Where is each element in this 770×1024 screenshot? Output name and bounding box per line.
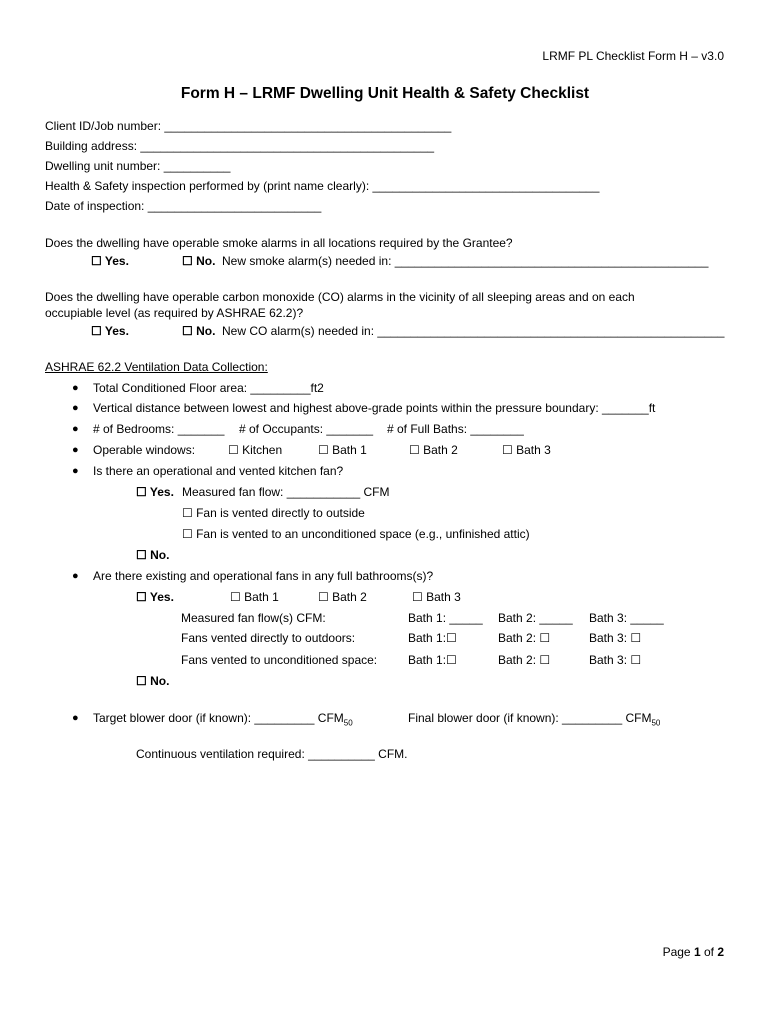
page-total: 2 bbox=[717, 945, 724, 959]
bullet: ● bbox=[72, 423, 79, 435]
window-kitchen-checkbox[interactable]: ☐ Kitchen bbox=[228, 443, 283, 457]
bath1-checkbox[interactable]: ☐ Bath 1 bbox=[230, 590, 279, 604]
kitchen-fan-flow-field[interactable]: Measured fan flow: ___________ CFM bbox=[182, 485, 390, 499]
window-bath2-checkbox[interactable]: ☐ Bath 2 bbox=[409, 443, 458, 457]
vented-outdoors-label: Fans vented directly to outdoors: bbox=[181, 631, 356, 645]
operable-windows-label: Operable windows: bbox=[93, 443, 196, 457]
page-prefix: Page bbox=[662, 945, 694, 959]
target-blower-text: Target blower door (if known): _________ CFM bbox=[93, 711, 344, 725]
page-title: Form H – LRMF Dwelling Unit Health & Safety Checklist bbox=[180, 85, 590, 102]
smoke-no-checkbox[interactable]: ☐ No. bbox=[182, 254, 216, 268]
vertical-distance-field[interactable]: Vertical distance between lowest and highest above-grade points within the pressure boundary: _______ft bbox=[93, 401, 656, 415]
page-of: of bbox=[700, 945, 718, 959]
continuous-ventilation-field[interactable]: Continuous ventilation required: __________ CFM. bbox=[136, 747, 408, 761]
outdoors-bath3-checkbox[interactable]: Bath 3: ☐ bbox=[589, 631, 642, 645]
bath-fan-question: Are there existing and operational fans in any full bathrooms(s)? bbox=[93, 569, 434, 583]
floor-area-field[interactable]: Total Conditioned Floor area: _________ft2 bbox=[93, 381, 324, 395]
window-bath1-checkbox[interactable]: ☐ Bath 1 bbox=[318, 443, 367, 457]
outdoors-bath1-checkbox[interactable]: Bath 1:☐ bbox=[408, 631, 457, 645]
smoke-yes-checkbox[interactable]: ☐ Yes. bbox=[91, 254, 129, 268]
uncond-bath3-checkbox[interactable]: Bath 3: ☐ bbox=[589, 653, 642, 667]
outdoors-bath2-checkbox[interactable]: Bath 2: ☐ bbox=[498, 631, 551, 645]
co-question-line2: occupiable level (as required by ASHRAE 62.2)? bbox=[45, 306, 304, 320]
kitchen-fan-question: Is there an operational and vented kitchen fan? bbox=[93, 464, 344, 478]
dwelling-unit-field[interactable]: Dwelling unit number: __________ bbox=[45, 159, 231, 173]
window-bath3-checkbox[interactable]: ☐ Bath 3 bbox=[502, 443, 551, 457]
flow-bath2-field[interactable]: Bath 2: _____ bbox=[498, 611, 573, 625]
co-no-checkbox[interactable]: ☐ No. bbox=[182, 324, 216, 338]
target-blower-subscript: 50 bbox=[343, 718, 353, 728]
target-blower-field[interactable] bbox=[93, 711, 353, 727]
bullet: ● bbox=[72, 570, 79, 582]
form-version: LRMF PL Checklist Form H – v3.0 bbox=[542, 49, 724, 63]
vented-unconditioned-label: Fans vented to unconditioned space: bbox=[181, 653, 378, 667]
bath-fan-yes-checkbox[interactable]: ☐ Yes. bbox=[136, 590, 174, 604]
smoke-needed-field[interactable]: New smoke alarm(s) needed in: _______________________________________________ bbox=[222, 254, 709, 268]
bullet: ● bbox=[72, 382, 79, 394]
bullet: ● bbox=[72, 444, 79, 456]
final-blower-subscript: 50 bbox=[651, 718, 661, 728]
vented-unconditioned-checkbox[interactable]: ☐ Fan is vented to an unconditioned space (e.g., unfinished attic) bbox=[182, 527, 530, 541]
page-number bbox=[663, 945, 724, 959]
bullet: ● bbox=[72, 402, 79, 414]
inspection-date-field[interactable]: Date of inspection: __________________________ bbox=[45, 199, 322, 213]
final-blower-text: Final blower door (if known): _________ CFM bbox=[408, 711, 652, 725]
kitchen-fan-yes-checkbox[interactable]: ☐ Yes. bbox=[136, 485, 174, 499]
flow-bath1-field[interactable]: Bath 1: _____ bbox=[408, 611, 483, 625]
final-blower-field[interactable] bbox=[408, 711, 660, 727]
co-yes-checkbox[interactable]: ☐ Yes. bbox=[91, 324, 129, 338]
flow-bath3-field[interactable]: Bath 3: _____ bbox=[589, 611, 664, 625]
page-current: 1 bbox=[693, 945, 701, 959]
bedrooms-field[interactable]: # of Bedrooms: _______ bbox=[93, 422, 225, 436]
bath-fan-no-checkbox[interactable]: ☐ No. bbox=[136, 674, 170, 688]
vented-outside-checkbox[interactable]: ☐ Fan is vented directly to outside bbox=[182, 506, 365, 520]
bath2-checkbox[interactable]: ☐ Bath 2 bbox=[318, 590, 367, 604]
uncond-bath2-checkbox[interactable]: Bath 2: ☐ bbox=[498, 653, 551, 667]
uncond-bath1-checkbox[interactable]: Bath 1:☐ bbox=[408, 653, 457, 667]
measured-flows-label: Measured fan flow(s) CFM: bbox=[181, 611, 326, 625]
bath3-checkbox[interactable]: ☐ Bath 3 bbox=[412, 590, 461, 604]
bullet: ● bbox=[72, 712, 79, 724]
building-address-field[interactable]: Building address: ____________________________________________ bbox=[45, 139, 435, 153]
occupants-field[interactable]: # of Occupants: _______ bbox=[239, 422, 374, 436]
client-id-field[interactable]: Client ID/Job number: ___________________________________________ bbox=[45, 119, 452, 133]
bullet: ● bbox=[72, 465, 79, 477]
smoke-question: Does the dwelling have operable smoke alarms in all locations required by the Grantee? bbox=[45, 236, 513, 250]
co-question-line1: Does the dwelling have operable carbon monoxide (CO) alarms in the vicinity of all sleeping areas and on each bbox=[45, 290, 635, 304]
full-baths-field[interactable]: # of Full Baths: ________ bbox=[387, 422, 524, 436]
inspector-name-field[interactable]: Health & Safety inspection performed by (print name clearly): __________________________________ bbox=[45, 179, 600, 193]
ashrae-heading: ASHRAE 62.2 Ventilation Data Collection: bbox=[45, 360, 268, 374]
co-needed-field[interactable]: New CO alarm(s) needed in: ____________________________________________________ bbox=[222, 324, 725, 338]
kitchen-fan-no-checkbox[interactable]: ☐ No. bbox=[136, 548, 170, 562]
